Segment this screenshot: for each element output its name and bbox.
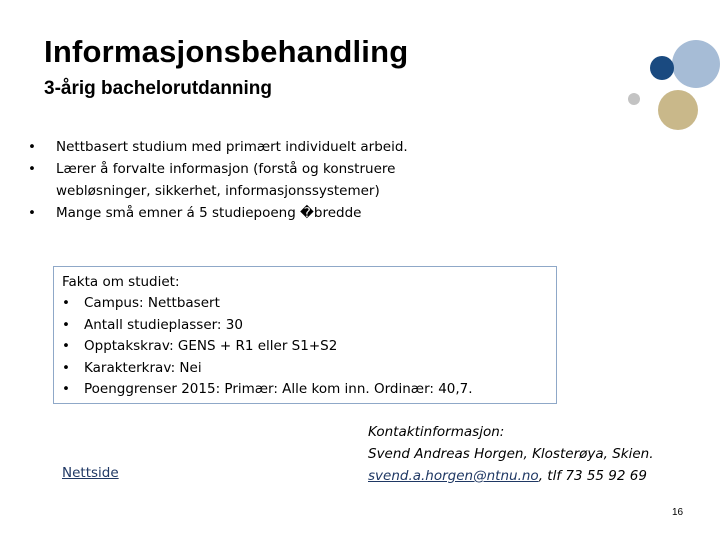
bullet-marker: • (62, 316, 70, 333)
contact-info (368, 421, 654, 487)
page-number: 16 (672, 507, 684, 518)
bullet-marker: • (62, 338, 70, 355)
fact-text: Antall studieplasser: 30 (84, 316, 243, 333)
bullet-marker: • (28, 205, 36, 221)
contact-name: Svend Andreas Horgen, Klosterøya, Skien. (368, 446, 654, 462)
contact-heading: Kontaktinformasjon: (368, 424, 505, 440)
list-item-text: Mange små emner á 5 studiepoeng �bredde (56, 205, 362, 221)
decorative-circle-gray (628, 93, 640, 105)
email-link[interactable]: svend.a.horgen@ntnu.no (368, 468, 539, 484)
bullet-marker: • (28, 161, 36, 177)
website-link[interactable]: Nettside (62, 465, 119, 481)
list-item-text: Lærer å forvalte informasjon (forstå og konstruere (56, 161, 396, 177)
fact-text: Poenggrenser 2015: Primær: Alle kom inn. Ordinær: 40,7. (84, 381, 473, 398)
contact-line (368, 465, 654, 487)
list-item (28, 202, 498, 224)
fact-text: Opptakskrav: GENS + R1 eller S1+S2 (84, 338, 338, 355)
facts-box (53, 266, 557, 404)
facts-heading: Fakta om studiet: (62, 274, 180, 290)
decorative-circle-tan (658, 90, 698, 130)
list-item-text: Nettbasert studium med primært individuelt arbeid. (56, 139, 408, 155)
intro-bullet-list (28, 136, 498, 224)
bullet-marker: • (62, 381, 70, 398)
fact-text: Karakterkrav: Nei (84, 359, 202, 376)
decorative-circle-navy (650, 56, 674, 80)
fact-item (62, 315, 556, 336)
decorative-circle-light-blue (672, 40, 720, 88)
slide-title: Informasjonsbehandling (44, 34, 409, 69)
list-item (28, 158, 498, 180)
fact-item (62, 379, 556, 400)
fact-item (62, 336, 556, 357)
fact-item (62, 293, 556, 314)
bullet-marker: • (28, 139, 36, 155)
list-item (28, 136, 498, 158)
contact-phone: , tlf 73 55 92 69 (538, 468, 647, 484)
fact-text: Campus: Nettbasert (84, 295, 220, 312)
list-item-continuation: webløsninger, sikkerhet, informasjonssystemer) (56, 183, 380, 199)
fact-item (62, 358, 556, 379)
bullet-marker: • (62, 359, 70, 376)
bullet-marker: • (62, 295, 70, 312)
slide-subtitle: 3-årig bachelorutdanning (44, 78, 273, 99)
